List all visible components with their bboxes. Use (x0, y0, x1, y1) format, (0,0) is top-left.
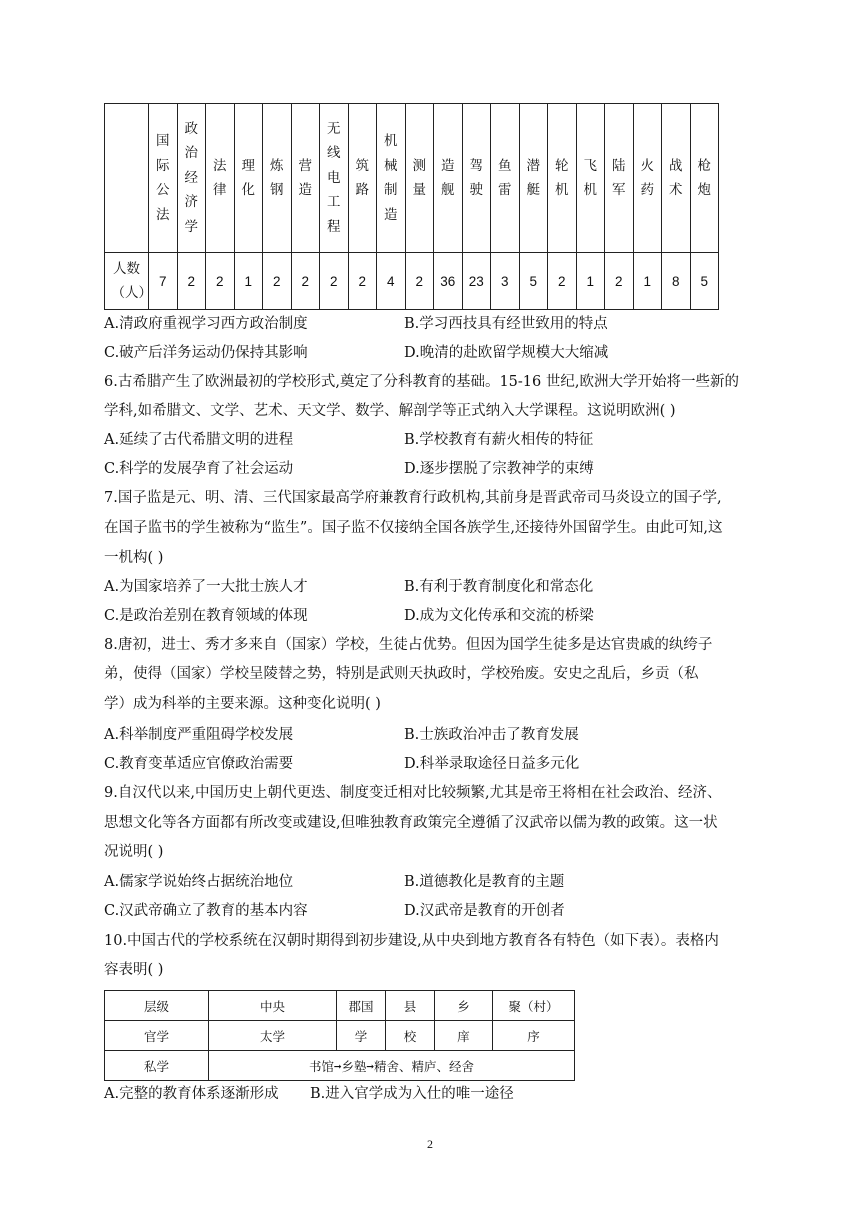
count-cell: 2 (177, 253, 206, 310)
table-cell: 庠 (435, 1021, 493, 1051)
q8-stem-line: 学）成为科举的主要来源。这种变化说明( ) (104, 696, 381, 712)
q7-option-c: C.是政治差别在教育领域的体现 (104, 608, 308, 624)
q10-stem-line: 容表明( ) (104, 962, 164, 978)
page-number: 2 (427, 1137, 433, 1151)
q6-stem-line: 6.古希腊产生了欧洲最初的学校形式,奠定了分科教育的基础。15-16 世纪,欧洲大学开始将一些新的 (104, 374, 739, 390)
subject-cell: 理化 (234, 104, 263, 253)
table-row (105, 1021, 575, 1051)
q8-stem-line: 弟，使得（国家）学校呈陵替之势，特别是武则天执政时，学校殆废。安史之乱后，乡贡（私 (104, 666, 699, 682)
count-cell: 1 (576, 253, 605, 310)
subject-cell: 潜艇 (519, 104, 548, 253)
count-cell: 2 (263, 253, 292, 310)
subject-cell: 无线电工程 (320, 104, 349, 253)
count-cell: 7 (149, 253, 178, 310)
table-cell: 官学 (105, 1021, 209, 1051)
header-cell: 聚（村） (493, 991, 575, 1021)
q6-option-a: A.延续了古代希腊文明的进程 (104, 432, 294, 448)
count-cell: 5 (690, 253, 719, 310)
subject-cell: 枪炮 (690, 104, 719, 253)
subject-cell: 火药 (633, 104, 662, 253)
q9-stem-line: 思想文化等各方面都有所改变或建设,但唯独教育政策完全遵循了汉武帝以儒为教的政策。这一状 (104, 815, 718, 831)
subject-cell: 鱼雷 (491, 104, 520, 253)
count-cell: 1 (633, 253, 662, 310)
header-cell: 中央 (209, 991, 337, 1021)
subject-cell: 陆军 (605, 104, 634, 253)
table-corner-cell (105, 104, 149, 253)
subject-cell: 测量 (405, 104, 434, 253)
count-cell: 36 (434, 253, 463, 310)
q5-option-c: C.破产后洋务运动仍保持其影响 (104, 345, 308, 361)
q5-option-b: B.学习西技具有经世致用的特点 (404, 316, 608, 332)
count-cell: 23 (462, 253, 491, 310)
q8-option-a: A.科举制度严重阻碍学校发展 (104, 727, 294, 743)
table-cell: 序 (493, 1021, 575, 1051)
q7-option-d: D.成为文化传承和交流的桥梁 (404, 608, 594, 624)
header-cell: 县 (386, 991, 435, 1021)
row-label-cell: 人数（人） (105, 253, 149, 310)
q8-stem-line: 8.唐初，进士、秀才多来自（国家）学校，生徒占优势。但因为国学生徒多是达官贵戚的纨绔子 (104, 637, 713, 653)
count-cell: 8 (662, 253, 691, 310)
count-cell: 2 (320, 253, 349, 310)
count-cell: 4 (377, 253, 406, 310)
count-cell: 2 (206, 253, 235, 310)
count-cell: 2 (291, 253, 320, 310)
count-cell: 5 (519, 253, 548, 310)
subject-cell: 飞机 (576, 104, 605, 253)
subject-cell: 炼钢 (263, 104, 292, 253)
header-cell: 郡国 (337, 991, 386, 1021)
q5-option-d: D.晚清的赴欧留学规模大大缩减 (404, 345, 609, 361)
q6-option-b: B.学校教育有薪火相传的特征 (404, 432, 594, 448)
q9-option-b: B.道德教化是教育的主题 (404, 874, 565, 890)
subject-cell: 战术 (662, 104, 691, 253)
count-cell: 2 (405, 253, 434, 310)
q5-option-a: A.清政府重视学习西方政治制度 (104, 316, 308, 332)
q9-option-c: C.汉武帝确立了教育的基本内容 (104, 903, 308, 919)
subject-cell: 筑路 (348, 104, 377, 253)
table-count-row (105, 253, 719, 310)
subject-cell: 国际公法 (149, 104, 178, 253)
q10-stem-line: 10.中国古代的学校系统在汉朝时期得到初步建设,从中央到地方教育各有特色（如下表）。表格内 (104, 933, 719, 949)
count-cell: 1 (234, 253, 263, 310)
subject-cell: 驾驶 (462, 104, 491, 253)
q8-option-d: D.科举录取途径日益多元化 (404, 756, 580, 772)
table-cell: 书馆➞乡塾➞精舍、精庐、经舍 (209, 1051, 575, 1081)
subject-cell: 营造 (291, 104, 320, 253)
q10-option-b: B.进入官学成为入仕的唯一途径 (310, 1086, 514, 1102)
table-cell: 校 (386, 1021, 435, 1051)
subject-cell: 机械制造 (377, 104, 406, 253)
count-cell: 3 (491, 253, 520, 310)
q7-stem-line: 7.国子监是元、明、清、三代国家最高学府兼教育行政机构,其前身是晋武帝司马炎设立的国子学, (104, 490, 722, 506)
q9-stem-line: 9.自汉代以来,中国历史上朝代更迭、制度变迁相对比较频繁,尤其是帝王将相在社会政治、经济、 (104, 785, 722, 801)
table-row (105, 1051, 575, 1081)
count-cell: 2 (605, 253, 634, 310)
q7-option-b: B.有利于教育制度化和常态化 (404, 579, 594, 595)
han-school-system-table (104, 990, 575, 1081)
q9-stem-line: 况说明( ) (104, 844, 164, 860)
q7-stem-line: 一机构( ) (104, 550, 164, 566)
table-cell: 太学 (209, 1021, 337, 1051)
q7-option-a: A.为国家培养了一大批士族人才 (104, 579, 308, 595)
header-cell: 乡 (435, 991, 493, 1021)
study-abroad-subjects-table (104, 103, 719, 310)
subject-cell: 法律 (206, 104, 235, 253)
subject-cell: 造舰 (434, 104, 463, 253)
subject-cell: 政治经济学 (177, 104, 206, 253)
subject-cell: 轮机 (548, 104, 577, 253)
q6-option-d: D.逐步摆脱了宗教神学的束缚 (404, 461, 594, 477)
table-cell: 学 (337, 1021, 386, 1051)
count-cell: 2 (548, 253, 577, 310)
q6-stem-line: 学科,如希腊文、文学、艺术、天文学、数学、解剖学等正式纳入大学课程。这说明欧洲( ) (104, 403, 676, 419)
q8-option-c: C.教育变革适应官僚政治需要 (104, 756, 294, 772)
count-cell: 2 (348, 253, 377, 310)
table-header-row (105, 104, 719, 253)
q6-option-c: C.科学的发展孕育了社会运动 (104, 461, 294, 477)
header-cell: 层级 (105, 991, 209, 1021)
q9-option-a: A.儒家学说始终占据统治地位 (104, 874, 294, 890)
q8-option-b: B.士族政治冲击了教育发展 (404, 727, 579, 743)
q9-option-d: D.汉武帝是教育的开创者 (404, 903, 565, 919)
table-row (105, 991, 575, 1021)
q10-option-a: A.完整的教育体系逐渐形成 (104, 1086, 279, 1102)
q7-stem-line: 在国子监书的学生被称为“监生”。国子监不仅接纳全国各族学生,还接待外国留学生。由此可知,这 (104, 520, 723, 536)
table-cell: 私学 (105, 1051, 209, 1081)
